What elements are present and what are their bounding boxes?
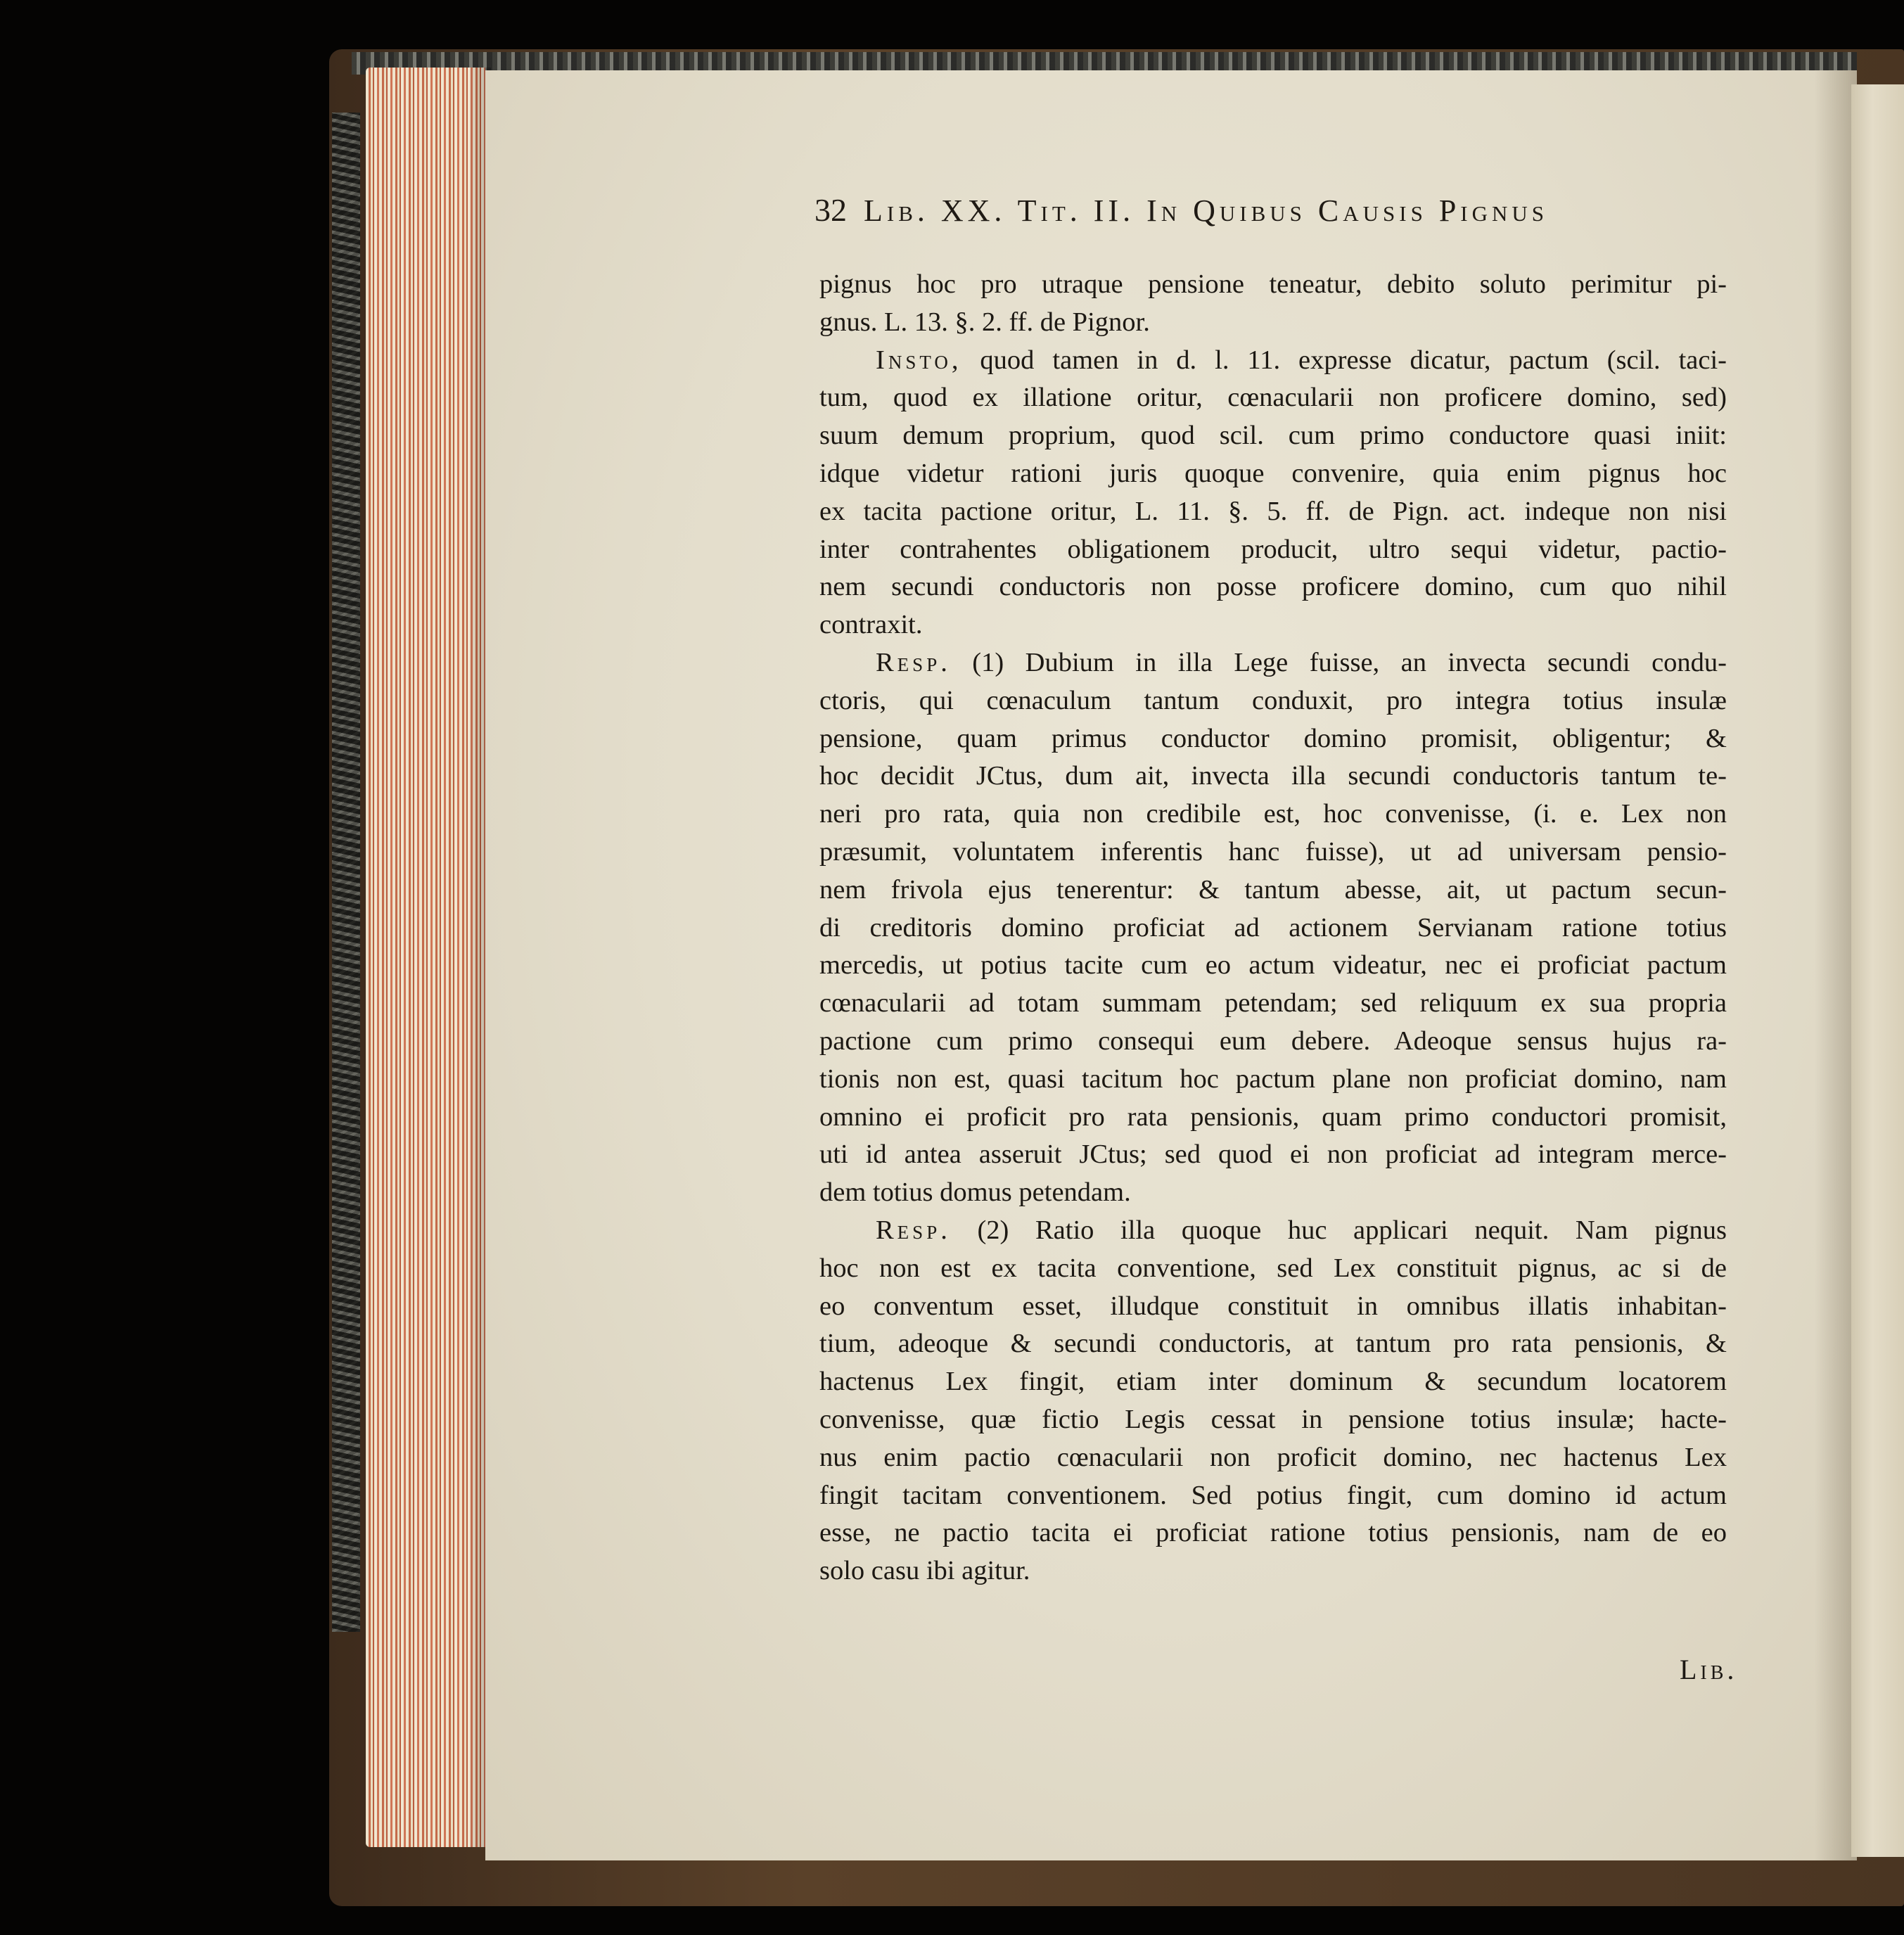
text-line — [819, 985, 1727, 1023]
line-text: idque videtur rationi juris quoque convenire, quia enim pignus hoc — [819, 458, 1727, 488]
text-line — [819, 1174, 1727, 1212]
page-edges — [366, 68, 485, 1847]
line-text: pignus hoc pro utraque pensione teneatur, debito soluto perimitur pi- — [819, 269, 1727, 299]
text-line — [819, 304, 1727, 342]
line-text: dem totius domus petendam. — [819, 1177, 1131, 1208]
line-text: mercedis, ut potius tacite cum eo actum videatur, nec ei proficiat pactum — [819, 950, 1727, 981]
paragraph — [819, 266, 1727, 342]
text-line — [819, 909, 1727, 947]
text-line — [819, 1250, 1727, 1288]
facing-page-edge — [1851, 84, 1904, 1857]
line-text: eo conventum esset, illudque constituit in omnibus illatis inhabitan- — [819, 1291, 1727, 1321]
text-line — [819, 871, 1727, 909]
line-text: (1) Dubium in illa Lege fuisse, an invecta secundi condu- — [972, 647, 1727, 677]
text-block — [819, 266, 1727, 1590]
text-line — [819, 720, 1727, 758]
text-line — [819, 796, 1727, 834]
text-line — [819, 493, 1727, 531]
line-text: nem secundi conductoris non posse proficere domino, cum quo nihil — [819, 572, 1727, 602]
text-line — [819, 379, 1727, 417]
text-line — [819, 644, 1727, 682]
text-line — [819, 266, 1727, 304]
text-line — [819, 1288, 1727, 1326]
paragraph — [819, 342, 1727, 644]
text-line — [819, 1439, 1727, 1477]
text-line — [819, 947, 1727, 985]
text-line — [819, 834, 1727, 871]
text-line — [819, 1401, 1727, 1439]
line-text: contraxit. — [819, 610, 923, 640]
line-text: quod tamen in d. l. 11. expresse dicatur, pactum (scil. taci- — [980, 345, 1727, 375]
catchword: Lib. — [1680, 1654, 1738, 1685]
running-head — [814, 191, 1644, 241]
text-line — [819, 606, 1727, 644]
line-text: omnino ei proficit pro rata pensionis, quam primo conductori promisit, — [819, 1101, 1727, 1132]
text-line — [819, 758, 1727, 796]
gutter-shadow — [1815, 70, 1857, 1860]
text-line — [819, 455, 1727, 493]
text-line — [819, 1136, 1727, 1174]
line-text: suum demum proprium, quod scil. cum primo conductore quasi iniit: — [819, 421, 1727, 451]
text-line — [819, 342, 1727, 380]
paragraph-lead: Resp. — [876, 647, 951, 677]
line-text: ctoris, qui cœnaculum tantum conduxit, pro integra totius insulæ — [819, 685, 1727, 715]
line-text: hactenus Lex fingit, etiam inter dominum & secundum locatorem — [819, 1367, 1727, 1397]
line-text: nem frivola ejus tenerentur: & tantum abesse, ait, ut pactum secun- — [819, 874, 1727, 905]
paragraph — [819, 1212, 1727, 1590]
running-head-title: Lib. XX. Tit. II. In Quibus Causis Pignus — [864, 193, 1549, 228]
marbled-spine — [332, 113, 360, 1632]
text-line — [819, 1514, 1727, 1552]
text-line — [819, 1552, 1727, 1590]
paragraph-lead: Insto, — [876, 345, 962, 375]
line-text: fingit tacitam conventionem. Sed potius fingit, cum domino id actum — [819, 1480, 1727, 1510]
line-text: hoc decidit JCtus, dum ait, invecta illa secundi conductoris tantum te- — [819, 761, 1727, 791]
line-text: esse, ne pactio tacita ei proficiat ratione totius pensionis, nam de eo — [819, 1518, 1727, 1548]
text-line — [819, 1023, 1727, 1061]
text-line — [819, 531, 1727, 569]
text-line — [819, 568, 1727, 606]
text-line — [819, 1477, 1727, 1515]
line-text: neri pro rata, quia non credibile est, hoc convenisse, (i. e. Lex non — [819, 799, 1727, 829]
line-text: solo casu ibi agitur. — [819, 1556, 1030, 1586]
text-line — [819, 1325, 1727, 1363]
paragraph-lead: Resp. — [876, 1215, 951, 1245]
line-text: nus enim pactio cœnacularii non proficit domino, nec hactenus Lex — [819, 1442, 1727, 1472]
text-line — [819, 417, 1727, 455]
line-text: (2) Ratio illa quoque huc applicari nequit. Nam pignus — [977, 1215, 1727, 1245]
line-text: præsumit, voluntatem inferentis hanc fuisse), ut ad universam pensio- — [819, 836, 1727, 867]
text-line — [819, 1061, 1727, 1099]
line-text: gnus. L. 13. §. 2. ff. de Pignor. — [819, 307, 1150, 337]
line-text: convenisse, quæ fictio Legis cessat in pensione totius insulæ; hacte- — [819, 1404, 1727, 1434]
line-text: tionis non est, quasi tacitum hoc pactum plane non proficiat domino, nam — [819, 1064, 1727, 1094]
text-line — [819, 1099, 1727, 1137]
text-line — [819, 1363, 1727, 1401]
paragraph — [819, 644, 1727, 1212]
line-text: pactione cum primo consequi eum debere. Adeoque sensus hujus ra- — [819, 1026, 1727, 1056]
text-line — [819, 682, 1727, 720]
line-text: hoc non est ex tacita conventione, sed Lex constituit pignus, ac si de — [819, 1253, 1727, 1283]
text-line — [819, 1212, 1727, 1250]
line-text: tum, quod ex illatione oritur, cœnacularii non proficere domino, sed) — [819, 383, 1727, 413]
line-text: di creditoris domino proficiat ad actionem Servianam ratione totius — [819, 912, 1727, 943]
page-number: 32 — [814, 192, 847, 228]
line-text: uti id antea asseruit JCtus; sed quod ei non proficiat ad integram merce- — [819, 1139, 1727, 1170]
line-text: cœnacularii ad totam summam petendam; sed reliquum ex sua propria — [819, 988, 1727, 1018]
line-text: tium, adeoque & secundi conductoris, at tantum pro rata pensionis, & — [819, 1329, 1727, 1359]
line-text: ex tacita pactione oritur, L. 11. §. 5. ff. de Pign. act. indeque non nisi — [819, 496, 1727, 526]
line-text: inter contrahentes obligationem producit, ultro sequi videtur, pactio- — [819, 534, 1727, 564]
line-text: pensione, quam primus conductor domino promisit, obligentur; & — [819, 723, 1727, 753]
